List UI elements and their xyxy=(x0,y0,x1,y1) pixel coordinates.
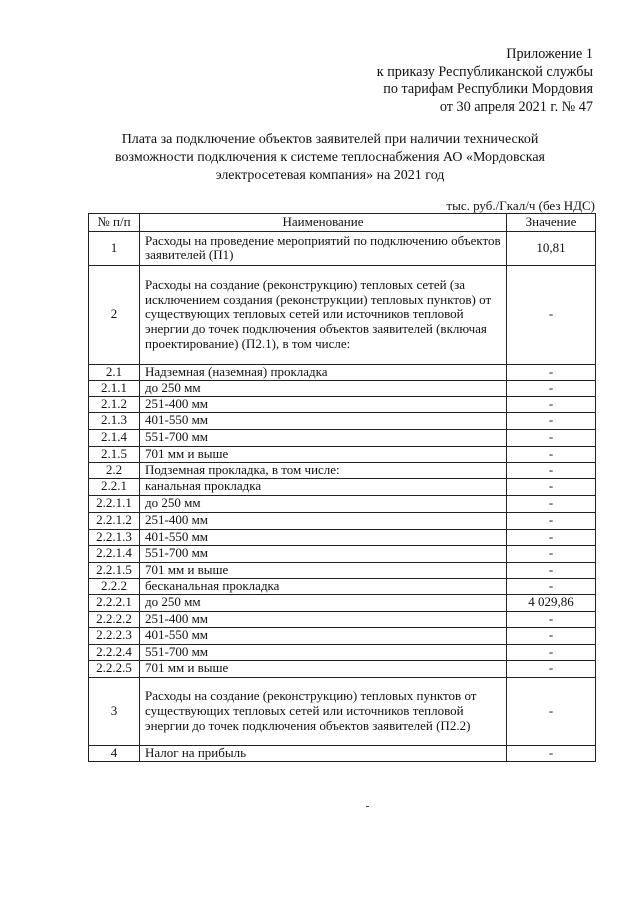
table-row xyxy=(89,562,596,578)
row-name: Расходы на создание (реконструкцию) тепловых пунктов от существующих тепловых сетей или источников тепловой энергии до точек подключения объектов заявителей (П2.2) xyxy=(140,677,507,745)
table-row xyxy=(89,594,596,611)
table-row xyxy=(89,265,596,364)
table-row xyxy=(89,364,596,380)
row-num: 2.2.1.4 xyxy=(89,545,140,562)
table-row xyxy=(89,380,596,396)
title-line-2: возможности подключения к системе теплоснабжения АО «Мордовская xyxy=(115,150,545,165)
row-value: - xyxy=(507,745,596,761)
row-value: - xyxy=(507,429,596,446)
title-line-3: электросетевая компания» на 2021 год xyxy=(215,168,445,183)
row-num: 4 xyxy=(89,745,140,761)
row-num: 2.2.2.3 xyxy=(89,627,140,644)
table-row xyxy=(89,396,596,412)
row-name: 551-700 мм xyxy=(140,545,507,562)
row-value: - xyxy=(507,478,596,495)
table-header-row xyxy=(89,214,596,232)
row-name: бесканальная прокладка xyxy=(140,578,507,594)
appendix-line-3: по тарифам Республики Мордовия xyxy=(383,81,593,98)
document-title xyxy=(60,131,600,185)
row-name: 701 мм и выше xyxy=(140,446,507,462)
row-value: - xyxy=(507,380,596,396)
row-num: 2.2.1 xyxy=(89,478,140,495)
table-row xyxy=(89,627,596,644)
row-num: 2.2.1.2 xyxy=(89,512,140,529)
row-value: - xyxy=(507,644,596,660)
row-name: до 250 мм xyxy=(140,594,507,611)
row-value: - xyxy=(507,627,596,644)
row-value: - xyxy=(507,512,596,529)
row-num: 1 xyxy=(89,231,140,265)
row-value: 10,81 xyxy=(507,231,596,265)
row-name: Расходы на проведение мероприятий по подключению объектов заявителей (П1) xyxy=(140,231,507,265)
row-name: Налог на прибыль xyxy=(140,745,507,761)
row-value: 4 029,86 xyxy=(507,594,596,611)
row-name: Надземная (наземная) прокладка xyxy=(140,364,507,380)
table-row xyxy=(89,745,596,761)
row-name: 251-400 мм xyxy=(140,396,507,412)
table-row xyxy=(89,644,596,660)
table-row xyxy=(89,429,596,446)
row-num: 2.2.2.1 xyxy=(89,594,140,611)
row-name: Подземная прокладка, в том числе: xyxy=(140,462,507,478)
row-name: 251-400 мм xyxy=(140,611,507,627)
header-name: Наименование xyxy=(140,214,507,232)
table-row xyxy=(89,677,596,745)
row-num: 2.2.2 xyxy=(89,578,140,594)
appendix-line-4: от 30 апреля 2021 г. № 47 xyxy=(439,98,593,115)
header-value: Значение xyxy=(507,214,596,232)
row-name: 701 мм и выше xyxy=(140,562,507,578)
row-num: 2.2 xyxy=(89,462,140,478)
row-name: до 250 мм xyxy=(140,380,507,396)
scan-mark xyxy=(366,806,369,807)
row-value: - xyxy=(507,495,596,512)
appendix-line-1: Приложение 1 xyxy=(506,46,593,62)
table-row xyxy=(89,512,596,529)
row-num: 2.1.3 xyxy=(89,412,140,429)
row-name: 401-550 мм xyxy=(140,529,507,545)
row-value: - xyxy=(507,529,596,545)
fee-table xyxy=(88,213,596,762)
row-num: 2.2.2.5 xyxy=(89,660,140,677)
header-num: № п/п xyxy=(89,214,140,232)
row-num: 2.2.1.5 xyxy=(89,562,140,578)
row-value: - xyxy=(507,578,596,594)
row-value: - xyxy=(507,364,596,380)
row-num: 2.1 xyxy=(89,364,140,380)
table-row xyxy=(89,412,596,429)
row-num: 2.2.2.2 xyxy=(89,611,140,627)
row-value: - xyxy=(507,412,596,429)
row-num: 2.1.1 xyxy=(89,380,140,396)
row-num: 2.2.1.3 xyxy=(89,529,140,545)
table-row xyxy=(89,529,596,545)
table-row xyxy=(89,495,596,512)
row-num: 2.2.2.4 xyxy=(89,644,140,660)
units-label: тыс. руб./Гкал/ч (без НДС) xyxy=(446,198,595,213)
row-name: 401-550 мм xyxy=(140,412,507,429)
table-row xyxy=(89,446,596,462)
row-num: 2.1.4 xyxy=(89,429,140,446)
row-name: 551-700 мм xyxy=(140,429,507,446)
row-value: - xyxy=(507,611,596,627)
table-row xyxy=(89,545,596,562)
appendix-header xyxy=(377,46,593,116)
row-name: 401-550 мм xyxy=(140,627,507,644)
row-name: 251-400 мм xyxy=(140,512,507,529)
row-value: - xyxy=(507,446,596,462)
row-value: - xyxy=(507,265,596,364)
row-num: 2.1.2 xyxy=(89,396,140,412)
table-row xyxy=(89,578,596,594)
table-row xyxy=(89,478,596,495)
row-value: - xyxy=(507,660,596,677)
row-value: - xyxy=(507,396,596,412)
table-row xyxy=(89,660,596,677)
table-row xyxy=(89,611,596,627)
appendix-line-2: к приказу Республиканской службы xyxy=(376,63,593,80)
row-value: - xyxy=(507,462,596,478)
row-name: канальная прокладка xyxy=(140,478,507,495)
row-num: 2.2.1.1 xyxy=(89,495,140,512)
table-row xyxy=(89,462,596,478)
title-line-1: Плата за подключение объектов заявителей при наличии технической xyxy=(121,132,539,147)
row-name: до 250 мм xyxy=(140,495,507,512)
row-num: 2.1.5 xyxy=(89,446,140,462)
table-row xyxy=(89,231,596,265)
row-value: - xyxy=(507,677,596,745)
row-value: - xyxy=(507,545,596,562)
row-name: 551-700 мм xyxy=(140,644,507,660)
row-value: - xyxy=(507,562,596,578)
row-name: Расходы на создание (реконструкцию) тепловых сетей (за исключением создания (реконструкции) тепловых пунктов) от существующих тепловых сетей или источников тепловой энергии до точек подключения объектов заявителей (включая проектирование) (П2.1), в том числе: xyxy=(140,265,507,364)
row-num: 2 xyxy=(89,265,140,364)
row-name: 701 мм и выше xyxy=(140,660,507,677)
row-num: 3 xyxy=(89,677,140,745)
